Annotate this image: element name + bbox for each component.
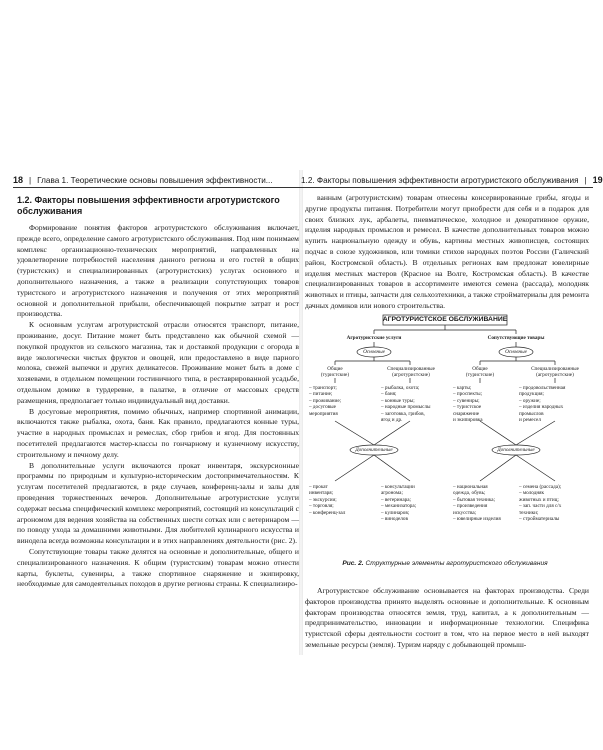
branch-goods: Сопутствующие товары [487, 335, 545, 341]
running-head-text: 1.2. Факторы повышения эффективности агротуристского обслуживания [301, 176, 579, 185]
page-number: 19 [592, 175, 603, 185]
general-services-main-list: – транспорт; – питание; – проживание; – досуговые мероприятия [309, 385, 342, 417]
body-text-top [305, 193, 589, 312]
special-services-label: Специализированные (агротуристские) [387, 366, 435, 379]
general-goods-main-list: – карты; – проспекты; – сувениры; – туристское снаряжение и экипировка [453, 385, 483, 424]
separator: | [584, 176, 587, 185]
right-page [301, 173, 603, 650]
section-heading: 1.2. Факторы повышения эффективности агротуристского обслуживания [17, 195, 280, 216]
figure-caption [305, 560, 585, 567]
diagram-title: АГРОТУРИСТСКОЕ ОБСЛУЖИВАНИЕ [382, 316, 508, 323]
paragraph: В дополнительные услуги включаются прокат инвентаря, экскурсионные программы по природным и культурно-историческим достопримечательностям. К услугам посетителей предлагаются, в ряде случаев, конференц-залы и залы для проведения торжественных вечеров. Дополнительные агротуристские услуги содержат весьма специфический комплекс мероприятий, состоящий из консультаций с агрономом для ведения хозяйства на собственных шести сотках или с ветеринаром — по поводу ухода за домашними животными. Для любителей кулинарного искусства и винодела всегда возможны консультации и в этих направлениях деятельности (рис. 2). [17, 460, 299, 546]
paragraph: К основным услугам агротуристской отрасли относятся транспорт, питание, проживание, досуг. Питание может быть представлено как обычной схемой — покупкой продуктов из сельского магазина, так и доставкой продукции с огорода в виде экологически чистых фруктов и овощей, или предоставлено в виде парного молока, свежей выпечки и других деликатесов. Проживание может быть в доме с хозяевами, в отдельном помещении гостиничного типа, в реставрированной усадьбе, отдельном домике в турдеревне, в палатке, в отличие от массовых средств размещения, предполагает только индивидуальный вид доставки. [17, 320, 299, 405]
running-head-left [13, 173, 303, 188]
paragraph: Агротуристское обслуживание основывается на факторах производства. Среди факторов производства принято выделять основные и дополнительные. К основным факторам производства относятся земля, труд, капитал, а к дополнительным — предпринимательство, инновации и информационные технологии. Специфика туристской сферы деятельности состоит в том, что на первое место в ней выходят земельные ресурсы (земля). Туризм наряду с добывающей промыш- [305, 586, 589, 649]
caption-prefix: Рис. 2. [342, 560, 364, 567]
running-head-right [301, 173, 603, 188]
general-services-additional-list: – прокат инвентаря; – экскурсии; – торговля; – конференц-зал [309, 484, 346, 516]
special-services-main-list: – рыбалка, охота; – баня; – конные туры; – народные промыслы – заготовка, грибов, ягод и др. [381, 385, 431, 424]
paragraph: ванным (агротуристским) товарам отнесены консервированные грибы, ягоды и другие продукты питания. Потребители могут приобрести для себя и в подарок для своих близких лук, арбалеты, пневматическое, холодное и декоративное оружие, изделия народных промыслов и ремесел. В качестве дополнительных товаров можно купить национальную одежду и обувь, картины местных живописцев, состоящих подчас в союзе художников, или томики стихов народных поэтов России (Галичский район, Костромской область). В отдельных регионах вам предложат ювелирные изделия местных мастеров (Красное на Волге, Костромская область). В качестве специализированных товаров в ассортименте имеются семена (рассада), молодняк животных и птицы, запчасти для сельхозтехники, а также стройматериалы для ремонта дачных домиков или нового строительства. [305, 193, 589, 310]
special-goods-additional-list: – семена (рассада); – молодняк животных и птиц; – зап. части для с/х техники; – стройматериалы [519, 484, 562, 523]
general-services-label: Общие (туристские) [320, 366, 350, 379]
page-number: 18 [13, 175, 24, 185]
special-goods-label: Специализированные (агротуристские) [531, 366, 579, 379]
main-label-left: Основные [363, 349, 385, 355]
running-head-text: Глава 1. Теоретические основы повышения эффективности... [37, 176, 273, 185]
general-goods-additional-list: – национальная одежда, обувь; – бытовая техника; – произведения искусства; – ювелирные изделия [453, 484, 501, 523]
separator: | [29, 176, 32, 185]
paragraph: Формирование понятия факторов агротуристского обслуживания включает, прежде всего, определение самого агротуристского обслуживания. Под ним понимаем комплекс организационно-технических мероприятий, направленных на удовлетворение потребностей населения данного региона и его гостей в общих (туристских) и специализированных (агротуристских) услугах основного и дополнительного назначения, а также в реализации сопутствующих товаров туристского и агротуристского назначения и получения от этих мероприятий основной и дополнительной прибыли, обеспечивающей покрытие затрат и рост производства. [17, 223, 299, 319]
general-goods-label: Общие (туристские) [465, 366, 495, 379]
diagram-lines [305, 313, 585, 571]
paragraph: В досуговые мероприятия, помимо обычных, например спортивной анимации, включаются также рыбалка, охота, баня. Как правило, предлагаются конные туры, участие в народных промыслах и ремеслах, сбор грибов и ягод. Для постоянных посетителей предлагаются мастер-классы по гончарному и кузнечному искусству, строительному и печному делу. [17, 406, 299, 459]
figure-diagram [305, 313, 585, 571]
left-page [13, 173, 303, 650]
special-goods-main-list: – продовольственная продукция; – оружие; – изделия народных промыслов и ремесел [519, 385, 566, 424]
additional-label-right: Дополнительные [497, 447, 535, 453]
body-text-bottom [305, 586, 589, 651]
paragraph: Сопутствующие товары также делятся на основные и дополнительные, общего и специализированного назначения. К общим (туристским) товарам можно отнести карты, буклеты, сувениры, а также спортивное снаряжение и экипировку, необходимые для самодеятельных походов в другие регионы страны. К специализиро- [17, 546, 299, 589]
special-services-additional-list: – консультации агронома; – ветеринара; – механизатора; – кулинаров; – виноделов [381, 484, 417, 523]
body-text [17, 223, 299, 590]
branch-services: Агротуристские услуги [346, 335, 402, 341]
main-label-right: Основные [505, 349, 527, 355]
caption-text: Структурные элементы агротуристского обслуживания [365, 560, 548, 567]
additional-label-left: Дополнительные [355, 447, 393, 453]
